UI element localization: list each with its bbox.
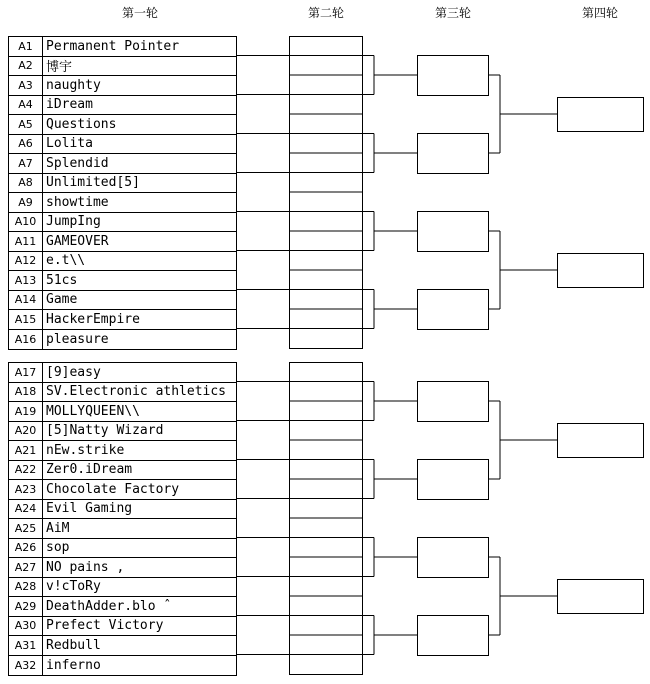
seed-label: A31 <box>9 636 43 655</box>
team-name: Evil Gaming <box>46 501 133 517</box>
seed-label: A1 <box>9 37 43 56</box>
team-name: naughty <box>46 77 101 93</box>
team-name: inferno <box>46 657 101 673</box>
team-name: AiM <box>46 520 70 536</box>
team-name: JumpIng <box>46 214 101 230</box>
seed-label: A4 <box>9 96 43 115</box>
team-name: DeathAdder.blo ˆ <box>46 598 172 614</box>
round3-slot <box>418 538 489 578</box>
round4-slot <box>558 424 644 458</box>
team-name: [5]Natty Wizard <box>46 423 164 439</box>
team-name: e.t\\ <box>46 253 86 269</box>
team-name: NO pains , <box>46 559 125 575</box>
seed-label: A30 <box>9 617 43 636</box>
team-name: sop <box>46 540 70 556</box>
team-name: [9]easy <box>46 364 101 380</box>
team-name: SV.Electronic athletics <box>46 384 227 400</box>
seed-label: A2 <box>9 57 43 76</box>
team-name: 博宇 <box>46 60 73 75</box>
seed-label: A32 <box>9 656 43 676</box>
round3-header: 第三轮 <box>434 6 471 20</box>
team-name: Game <box>46 292 78 308</box>
seed-label: A19 <box>9 402 43 421</box>
round3-slot <box>418 460 489 500</box>
seed-label: A28 <box>9 578 43 597</box>
round2-header: 第二轮 <box>307 6 344 20</box>
team-name: Chocolate Factory <box>46 481 180 497</box>
seed-label: A22 <box>9 461 43 480</box>
round4-header: 第四轮 <box>581 6 618 20</box>
seed-label: A17 <box>9 363 43 382</box>
team-name: Zer0.iDream <box>46 462 133 478</box>
seed-label: A11 <box>9 232 43 251</box>
round3-slot <box>418 382 489 422</box>
team-name: v!cToRy <box>46 579 101 595</box>
seed-label: A29 <box>9 597 43 616</box>
round3-slot <box>418 290 489 330</box>
seed-label: A25 <box>9 519 43 538</box>
round4-slot <box>558 98 644 132</box>
seed-label: A13 <box>9 271 43 290</box>
team-name: Permanent Pointer <box>46 38 180 54</box>
round3-slot <box>418 134 489 174</box>
team-name: pleasure <box>46 331 109 347</box>
team-name: Lolita <box>46 136 93 152</box>
team-name: Redbull <box>46 637 101 653</box>
team-name: MOLLYQUEEN\\ <box>46 403 140 419</box>
team-name: 51cs <box>46 272 78 288</box>
team-name: iDream <box>46 97 93 113</box>
seed-label: A24 <box>9 500 43 519</box>
seed-label: A14 <box>9 291 43 310</box>
team-name: Splendid <box>46 155 109 171</box>
round4-slot <box>558 580 644 614</box>
seed-label: A3 <box>9 76 43 95</box>
team-name: nEw.strike <box>46 442 125 458</box>
team-name: HackerEmpire <box>46 311 140 327</box>
round1-header: 第一轮 <box>121 6 158 20</box>
team-name: showtime <box>46 194 109 210</box>
round4-slot <box>558 254 644 288</box>
seed-label: A15 <box>9 310 43 329</box>
seed-label: A16 <box>9 330 43 350</box>
round3-slot <box>418 616 489 656</box>
team-name: Unlimited[5] <box>46 175 140 191</box>
seed-label: A7 <box>9 154 43 173</box>
seed-label: A21 <box>9 441 43 460</box>
seed-label: A6 <box>9 135 43 154</box>
seed-label: A26 <box>9 539 43 558</box>
round3-slot <box>418 56 489 96</box>
seed-label: A5 <box>9 115 43 134</box>
seed-label: A20 <box>9 422 43 441</box>
seed-label: A10 <box>9 213 43 232</box>
seed-label: A12 <box>9 252 43 271</box>
seed-label: A18 <box>9 383 43 402</box>
seed-label: A9 <box>9 193 43 212</box>
seed-label: A27 <box>9 558 43 577</box>
team-name: Questions <box>46 116 117 132</box>
team-name: GAMEOVER <box>46 233 109 249</box>
round3-slot <box>418 212 489 252</box>
team-name: Prefect Victory <box>46 618 164 634</box>
seed-label: A23 <box>9 480 43 499</box>
seed-label: A8 <box>9 174 43 193</box>
